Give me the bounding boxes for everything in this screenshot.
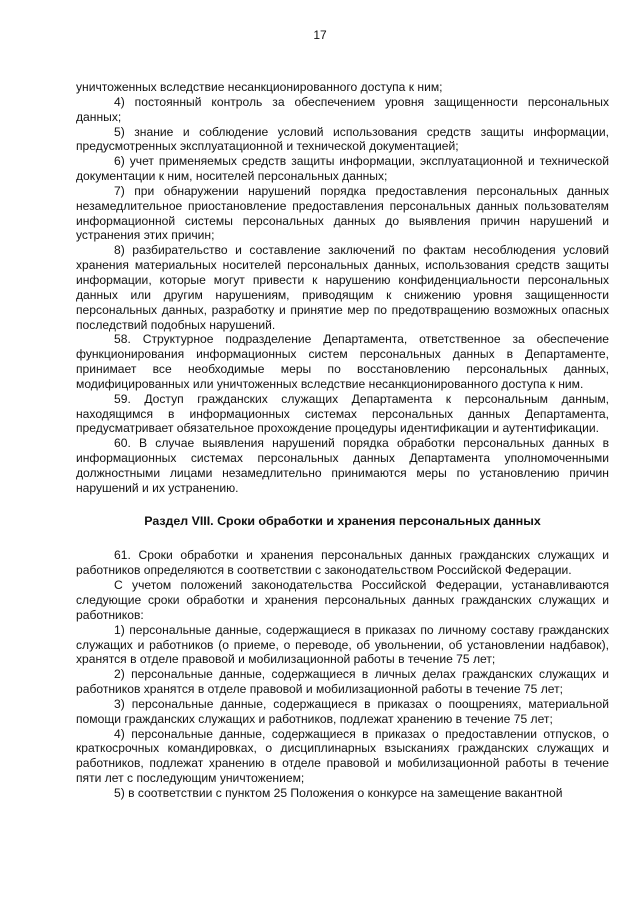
paragraph-60: 60. В случае выявления нарушений порядка обработки персональных данных в информационных системах персональных данных Департамента уполномоченными должностными лицами незамедлительно принимаются меры по установлению причин нарушений и их устранению. bbox=[76, 436, 609, 495]
page-number: 17 bbox=[313, 28, 327, 42]
document-body bbox=[76, 80, 609, 801]
paragraph-58: 58. Структурное подразделение Департамента, ответственное за обеспечение функционирования информационных систем персональных данных в Департаменте, принимает все необходимые меры по восстановлению персональных данных, модифицированных или уничтоженных вследствие несанкционированного доступа к ним. bbox=[76, 332, 609, 391]
paragraph-61: 61. Сроки обработки и хранения персональных данных гражданских служащих и работников определяются в соответствии с законодательством Российской Федерации. bbox=[76, 548, 609, 578]
paragraph-item-7: 7) при обнаружении нарушений порядка предоставления персональных данных незамедлительное приостановление предоставления персональных данных пользователям информационной системы персональных данных до выявления причин нарушений и устранения этих причин; bbox=[76, 183, 609, 243]
paragraph-item-4: 4) постоянный контроль за обеспечением уровня защищенности персональных данных; bbox=[76, 94, 609, 124]
paragraph-item-8: 8) разбирательство и составление заключений по фактам несоблюдения условий хранения материальных носителей персональных данных, использования средств защиты информации, которые могут привести к нарушению конфиденциальности персональных данных или другим нарушениям, приводящим к снижению уровня защищенности персональных данных, разработку и принятие мер по предотвращению возможных опасных последствий подобных нарушений. bbox=[76, 243, 609, 332]
paragraph-term-1: 1) персональные данные, содержащиеся в приказах по личному составу гражданских служащих и работников (о приеме, о переводе, об увольнении, об установлении надбавок), хранятся в отделе правовой и мобилизационной работы в течение 75 лет; bbox=[76, 622, 609, 667]
paragraph-intro: С учетом положений законодательства Российской Федерации, устанавливаются следующие сроки обработки и хранения персональных данных гражданских служащих и работников: bbox=[76, 578, 609, 622]
paragraph-item-6: 6) учет применяемых средств защиты информации, эксплуатационной и технической документации к ним, носителей персональных данных; bbox=[76, 154, 609, 184]
paragraph-term-2: 2) персональные данные, содержащиеся в личных делах гражданских служащих и работников хранятся в отделе правовой и мобилизационной работы в течение 75 лет; bbox=[76, 667, 609, 697]
paragraph-term-3: 3) персональные данные, содержащиеся в приказах о поощрениях, материальной помощи гражданских служащих и работников, подлежат хранению в течение 75 лет; bbox=[76, 696, 609, 726]
paragraph-59: 59. Доступ гражданских служащих Департамента к персональным данным, находящимся в информационных системах персональных данных Департамента, предусматривает обязательное прохождение процедуры идентификации и аутентификации. bbox=[76, 391, 609, 436]
paragraph-term-4: 4) персональные данные, содержащиеся в приказах о предоставлении отпусков, о краткосрочных командировках, о дисциплинарных взысканиях гражданских служащих и работников, подлежат хранению в отделе правовой и мобилизационной работы в течение пяти лет с последующим уничтожением; bbox=[76, 726, 609, 786]
paragraph-continuation: уничтоженных вследствие несанкционированного доступа к ним; bbox=[76, 80, 443, 94]
section-title: Раздел VIII. Сроки обработки и хранения персональных данных bbox=[144, 513, 541, 528]
paragraph-item-5: 5) знание и соблюдение условий использования средств защиты информации, предусмотренных эксплуатационной и технической документацией; bbox=[76, 124, 609, 154]
paragraph-term-5: 5) в соответствии с пунктом 25 Положения о конкурсе на замещение вакантной bbox=[114, 785, 563, 800]
